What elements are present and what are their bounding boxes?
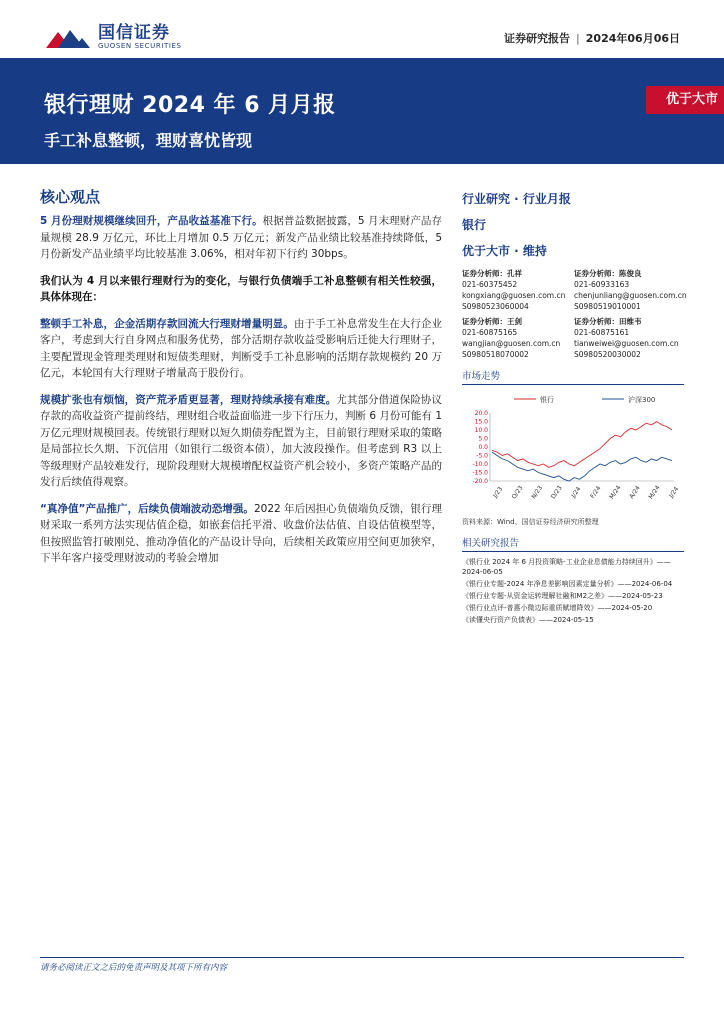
chart-source: 资料来源：Wind、国信证券经济研究所整理 [462, 518, 599, 526]
sidebar [462, 190, 687, 627]
report-type: 证券研究报告 [504, 32, 571, 45]
related-report-link[interactable]: 《读懂央行资产负债表》——2024-05-15 [462, 616, 594, 624]
y-tick-label: 10.0 [474, 427, 488, 434]
y-tick-label: -10.0 [472, 461, 488, 468]
paragraph-4-highlight: 规模扩张也有烦恼，资产荒矛盾更显著，理财持续承接有难度。 [40, 393, 337, 406]
market-trend-title: 市场走势 [462, 368, 684, 385]
x-tick-label: M/24 [608, 484, 623, 501]
market-trend-svg [462, 391, 684, 515]
analyst-card: 证券分析师：田维韦 021-60875161 tianweiwei@guosen.com.cn S0980520030002 [574, 316, 684, 360]
report-subtitle: 手工补息整顿，理财喜忧皆现 [44, 131, 253, 150]
y-tick-label: -15.0 [472, 469, 488, 477]
report-title: 银行理财 2024 年 6 月月报 [44, 93, 336, 118]
related-reports-list [462, 557, 684, 625]
legend-label: 沪深300 [628, 396, 656, 404]
x-tick-label: J/24 [570, 485, 583, 500]
paragraph-1-highlight: 5 月份理财规模继续回升，产品收益基准下行。 [40, 215, 263, 227]
industry-line: 行业研究 · 行业月报 [462, 192, 571, 206]
market-trend-chart [462, 391, 684, 515]
related-report-link[interactable]: 《银行业 2024 年 6 月投资策略-工业企业息债能力持续回升》——2024-06-05 [462, 558, 671, 576]
paragraph-1-body: 根据普益数据披露，5 月末理财产品存量规模 28.9 万亿元，环比上月增加 0.5 万亿元；新发产品业绩比较基准持续降低，5 月份新发产品业绩平均比较基准 3.06%，相对年初下行约 30bps。 [40, 215, 442, 260]
x-tick-label: O/23 [510, 484, 525, 501]
analyst-name: 陈俊良 [619, 269, 642, 278]
paragraph-3-highlight: 整顿手工补息，企金活期存款回流大行理财增量明显。 [40, 317, 294, 330]
paragraph-4-body: 尤其部分借道保险协议存款的高收益资产提前终结，理财组合收益面临进一步下行压力，判断 6 月份可能有 1 万亿元理财规模回表。传统银行理财以短久期债券配置为主，目前银行理财采取的策略是局部拉长久期、下沉信用（如银行二级资本债），加大波段操作。但考虑到 R3 以上等级理财产品较难发行，现阶段理财大规模增配权益资产机会较小，多资产策略产品的发行后续值得观察。 [40, 393, 443, 488]
company-logo [44, 24, 182, 51]
y-tick-label: 0.0 [478, 444, 488, 451]
meta-separator: | [576, 32, 580, 45]
analyst-cert: S0980519010001 [574, 302, 641, 311]
related-report-link[interactable]: 《银行业点评-普惠小微边际重质赋增降效》——2024-05-20 [462, 604, 653, 612]
x-tick-label: D/23 [549, 484, 564, 501]
y-tick-label: -5.0 [476, 452, 488, 460]
footer-divider [40, 957, 684, 958]
core-views-title: 核心观点 [40, 188, 101, 206]
y-tick-label: 15.0 [474, 418, 488, 426]
report-meta [504, 30, 680, 46]
analyst-name: 田维韦 [619, 317, 642, 326]
analyst-phone: 021-60875161 [574, 328, 630, 337]
analyst-phone: 021-60375452 [462, 280, 518, 289]
analyst-name: 孔祥 [507, 269, 522, 278]
x-tick-label: F/24 [589, 485, 603, 500]
guosen-logo-icon [44, 26, 92, 50]
related-reports-title: 相关研究报告 [462, 535, 684, 552]
analyst-name: 王剑 [507, 317, 522, 326]
analyst-card: 证券分析师：陈俊良 021-60933163 chenjunliang@guosen.com.cn S0980519010001 [574, 269, 687, 311]
series-line [492, 422, 672, 468]
paragraph-2: 我们认为 4 月以来银行理财行为的变化，与银行负债端手工补息整顿有相关性较强，具体体现在： [40, 274, 442, 303]
analyst-email[interactable]: wangjian@guosen.com.cn [462, 339, 561, 348]
analyst-phone: 021-60933163 [574, 280, 630, 289]
report-date: 2024年06月06日 [585, 32, 680, 45]
analyst-email[interactable]: kongxiang@guosen.com.cn [462, 291, 566, 300]
analyst-cert: S0980518070002 [462, 350, 529, 359]
y-tick-label: 5.0 [478, 435, 488, 443]
x-tick-label: M/24 [647, 484, 662, 501]
rating-badge: 优于大市 [646, 86, 724, 114]
x-tick-label: A/24 [628, 484, 642, 501]
paragraph-5-highlight: “真净值”产品推广，后续负债端波动恐增强。 [40, 502, 254, 515]
analyst-card: 证券分析师：王剑 021-60875165 wangjian@guosen.com.cn S0980518070002 [462, 316, 574, 360]
x-tick-label: J/24 [667, 485, 681, 500]
rating-line: 优于大市 · 维持 [462, 244, 547, 258]
analyst-cert: S0980523060004 [462, 302, 529, 311]
title-banner [0, 58, 724, 164]
x-tick-label: N/23 [530, 484, 545, 501]
y-tick-label: -20.0 [472, 478, 488, 485]
logo-text-cn: 国信证券 [98, 23, 170, 43]
paragraph-4 [40, 392, 442, 491]
analyst-phone: 021-60875165 [462, 328, 518, 337]
paragraph-1 [40, 213, 442, 263]
analyst-cert: S0980520030002 [574, 350, 641, 359]
logo-text-en: GUOSEN SECURITIES [98, 42, 182, 50]
legend-label: 银行 [540, 396, 554, 404]
series-line [492, 452, 672, 481]
paragraph-5 [40, 501, 442, 567]
analyst-email[interactable]: chenjunliang@guosen.com.cn [574, 291, 687, 300]
paragraph-3-body: 由于手工补息常发生在大行企业客户，考虑到大行自身网点和服务优势，部分活期存款收益受影响后迁徙大行理财子，主要配置现金管理类理财和短债类理财，判断受手工补息影响的活期存款规模约 20 万亿元，本轮国有大行理财子增量高于股份行。 [40, 317, 443, 379]
analyst-email[interactable]: tianweiwei@guosen.com.cn [574, 339, 679, 348]
core-views-section [40, 186, 442, 577]
analyst-list [462, 268, 687, 360]
y-tick-label: 20.0 [474, 410, 488, 417]
analyst-card: 证券分析师：孔祥 021-60375452 kongxiang@guosen.com.cn S0980523060004 [462, 268, 574, 312]
footer-disclaimer: 请务必阅读正文之后的免责声明及其项下所有内容 [40, 963, 228, 973]
x-tick-label: J/23 [491, 485, 505, 500]
sector-line: 银行 [462, 218, 487, 232]
related-report-link[interactable]: 《银行业专题-从资金运转理解社融和M2之差》——2024-05-23 [462, 592, 663, 600]
paragraph-3 [40, 316, 442, 382]
related-report-link[interactable]: 《银行业专题-2024 年净息差影响因素定量分析》——2024-06-04 [462, 580, 673, 588]
paragraph-5-body: 2022 年后因担心负债端负反馈，银行理财采取一系列方法实现估值企稳，如嵌套信托平滑、收盘价法估值、自设估值模型等，但按照监管打破刚兑、推动净值化的产品设计导向，后续相关政策应用空间更加狭窄，下半年客户接受理财波动的考验会增加 [40, 502, 442, 564]
